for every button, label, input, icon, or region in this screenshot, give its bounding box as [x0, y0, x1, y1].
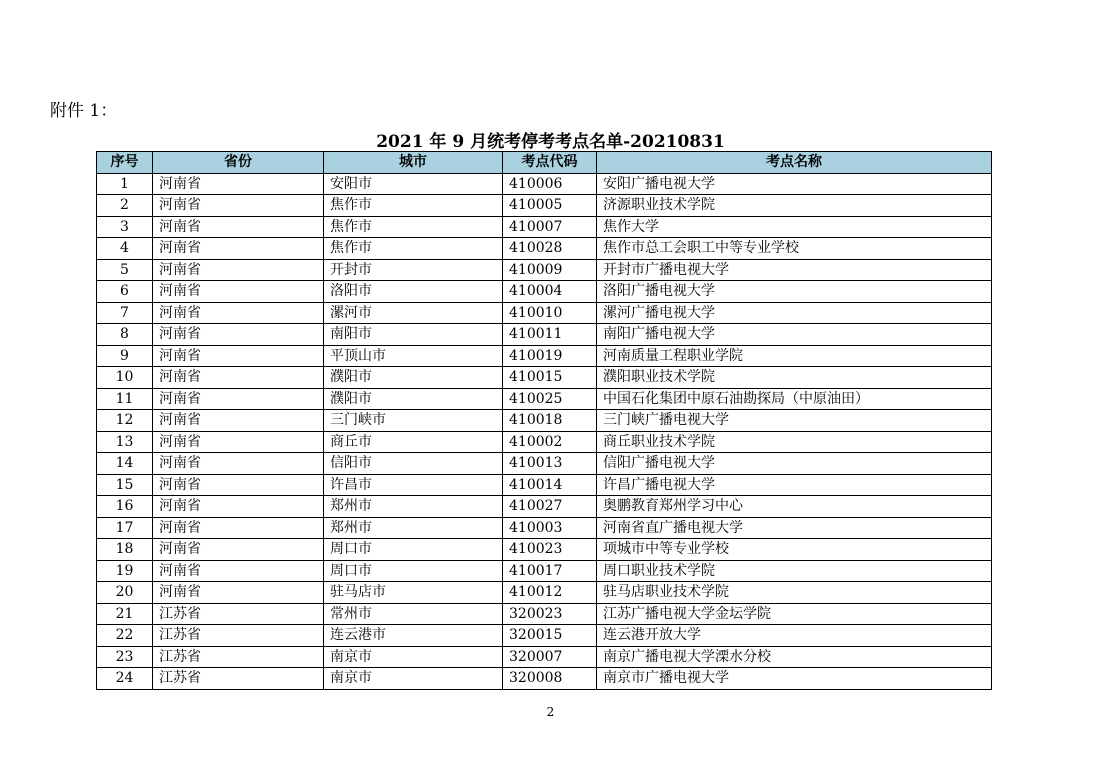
- table-row: [97, 388, 992, 410]
- cell-site-name: 商丘职业技术学院: [597, 431, 992, 453]
- cell-province: 河南省: [153, 302, 324, 324]
- table-row: [97, 410, 992, 432]
- table-row: [97, 453, 992, 475]
- table-row: [97, 324, 992, 346]
- cell-province: 河南省: [153, 281, 324, 303]
- table-row: [97, 603, 992, 625]
- cell-index: 9: [97, 345, 153, 367]
- cell-province: 河南省: [153, 259, 324, 281]
- cell-index: 24: [97, 668, 153, 690]
- cell-site-name: 周口职业技术学院: [597, 560, 992, 582]
- cell-site-name: 连云港开放大学: [597, 625, 992, 647]
- cell-province: 河南省: [153, 410, 324, 432]
- table-body: [97, 173, 992, 689]
- cell-site-name: 焦作大学: [597, 216, 992, 238]
- cell-site-name: 驻马店职业技术学院: [597, 582, 992, 604]
- cell-index: 3: [97, 216, 153, 238]
- cell-site-code: 410009: [503, 259, 597, 281]
- cell-site-code: 410007: [503, 216, 597, 238]
- cell-index: 22: [97, 625, 153, 647]
- cell-index: 10: [97, 367, 153, 389]
- cell-index: 19: [97, 560, 153, 582]
- cell-index: 18: [97, 539, 153, 561]
- cell-index: 6: [97, 281, 153, 303]
- cell-province: 江苏省: [153, 603, 324, 625]
- cell-site-code: 410025: [503, 388, 597, 410]
- cell-city: 郑州市: [324, 496, 503, 518]
- table-row: [97, 474, 992, 496]
- cell-site-name: 漯河广播电视大学: [597, 302, 992, 324]
- page-number: 2: [546, 705, 555, 719]
- table-row: [97, 625, 992, 647]
- cell-site-code: 410027: [503, 496, 597, 518]
- table-row: [97, 560, 992, 582]
- cell-site-code: 320008: [503, 668, 597, 690]
- cell-site-code: 410015: [503, 367, 597, 389]
- table-row: [97, 216, 992, 238]
- cell-site-code: 410012: [503, 582, 597, 604]
- column-header-index: 序号: [97, 152, 153, 174]
- table-header-row: [97, 152, 992, 174]
- cell-site-code: 410005: [503, 195, 597, 217]
- cell-index: 8: [97, 324, 153, 346]
- cell-site-name: 许昌广播电视大学: [597, 474, 992, 496]
- cell-index: 13: [97, 431, 153, 453]
- cell-site-code: 410017: [503, 560, 597, 582]
- cell-site-name: 中国石化集团中原石油勘探局（中原油田）: [597, 388, 992, 410]
- table-row: [97, 517, 992, 539]
- cell-city: 濮阳市: [324, 367, 503, 389]
- table-row: [97, 302, 992, 324]
- cell-site-name: 奥鹏教育郑州学习中心: [597, 496, 992, 518]
- cell-site-code: 410003: [503, 517, 597, 539]
- cell-site-code: 410011: [503, 324, 597, 346]
- cell-city: 开封市: [324, 259, 503, 281]
- table-row: [97, 668, 992, 690]
- cell-province: 河南省: [153, 195, 324, 217]
- cell-city: 信阳市: [324, 453, 503, 475]
- cell-index: 23: [97, 646, 153, 668]
- cell-city: 安阳市: [324, 173, 503, 195]
- cell-site-code: 320023: [503, 603, 597, 625]
- document-title: 2021 年 9 月统考停考考点名单-20210831: [376, 132, 725, 152]
- cell-province: 江苏省: [153, 646, 324, 668]
- cell-province: 河南省: [153, 324, 324, 346]
- cell-index: 12: [97, 410, 153, 432]
- cell-index: 5: [97, 259, 153, 281]
- cell-index: 16: [97, 496, 153, 518]
- cell-site-name: 南京广播电视大学溧水分校: [597, 646, 992, 668]
- cell-site-name: 洛阳广播电视大学: [597, 281, 992, 303]
- table-row: [97, 367, 992, 389]
- cell-site-name: 安阳广播电视大学: [597, 173, 992, 195]
- cell-index: 20: [97, 582, 153, 604]
- cell-province: 河南省: [153, 474, 324, 496]
- cell-site-code: 410006: [503, 173, 597, 195]
- cell-province: 河南省: [153, 216, 324, 238]
- attachment-label: 附件 1：: [50, 101, 118, 121]
- cell-site-name: 开封市广播电视大学: [597, 259, 992, 281]
- table-row: [97, 646, 992, 668]
- cell-city: 濮阳市: [324, 388, 503, 410]
- cell-site-name: 河南质量工程职业学院: [597, 345, 992, 367]
- cell-site-name: 江苏广播电视大学金坛学院: [597, 603, 992, 625]
- cell-province: 河南省: [153, 560, 324, 582]
- cell-site-name: 濮阳职业技术学院: [597, 367, 992, 389]
- cell-site-name: 南京市广播电视大学: [597, 668, 992, 690]
- cell-city: 郑州市: [324, 517, 503, 539]
- cell-site-name: 三门峡广播电视大学: [597, 410, 992, 432]
- column-header-site-code: 考点代码: [503, 152, 597, 174]
- cell-site-code: 410028: [503, 238, 597, 260]
- cell-city: 焦作市: [324, 216, 503, 238]
- cell-site-name: 济源职业技术学院: [597, 195, 992, 217]
- cell-province: 河南省: [153, 345, 324, 367]
- cell-index: 11: [97, 388, 153, 410]
- cell-city: 南京市: [324, 668, 503, 690]
- cell-site-code: 410023: [503, 539, 597, 561]
- cell-index: 15: [97, 474, 153, 496]
- cell-province: 河南省: [153, 173, 324, 195]
- table-row: [97, 496, 992, 518]
- cell-city: 三门峡市: [324, 410, 503, 432]
- exam-site-table: [96, 151, 992, 690]
- cell-city: 洛阳市: [324, 281, 503, 303]
- cell-site-name: 河南省直广播电视大学: [597, 517, 992, 539]
- cell-site-name: 南阳广播电视大学: [597, 324, 992, 346]
- column-header-city: 城市: [324, 152, 503, 174]
- cell-site-code: 410014: [503, 474, 597, 496]
- cell-index: 21: [97, 603, 153, 625]
- table-row: [97, 195, 992, 217]
- cell-city: 漯河市: [324, 302, 503, 324]
- cell-province: 河南省: [153, 238, 324, 260]
- cell-city: 许昌市: [324, 474, 503, 496]
- cell-city: 驻马店市: [324, 582, 503, 604]
- table-row: [97, 259, 992, 281]
- cell-site-name: 信阳广播电视大学: [597, 453, 992, 475]
- cell-city: 周口市: [324, 539, 503, 561]
- cell-site-code: 410018: [503, 410, 597, 432]
- cell-province: 河南省: [153, 517, 324, 539]
- table-row: [97, 539, 992, 561]
- cell-site-name: 焦作市总工会职工中等专业学校: [597, 238, 992, 260]
- cell-city: 商丘市: [324, 431, 503, 453]
- cell-province: 河南省: [153, 388, 324, 410]
- cell-province: 河南省: [153, 582, 324, 604]
- cell-site-code: 410004: [503, 281, 597, 303]
- cell-site-code: 410013: [503, 453, 597, 475]
- cell-city: 焦作市: [324, 238, 503, 260]
- cell-index: 17: [97, 517, 153, 539]
- cell-index: 2: [97, 195, 153, 217]
- column-header-site-name: 考点名称: [597, 152, 992, 174]
- table-row: [97, 173, 992, 195]
- cell-site-code: 410019: [503, 345, 597, 367]
- column-header-province: 省份: [153, 152, 324, 174]
- cell-site-code: 410010: [503, 302, 597, 324]
- table-row: [97, 345, 992, 367]
- cell-site-code: 320015: [503, 625, 597, 647]
- cell-site-code: 410002: [503, 431, 597, 453]
- cell-province: 江苏省: [153, 668, 324, 690]
- cell-province: 河南省: [153, 367, 324, 389]
- cell-site-code: 320007: [503, 646, 597, 668]
- cell-city: 平顶山市: [324, 345, 503, 367]
- cell-index: 14: [97, 453, 153, 475]
- cell-city: 南阳市: [324, 324, 503, 346]
- cell-city: 连云港市: [324, 625, 503, 647]
- cell-index: 4: [97, 238, 153, 260]
- cell-province: 河南省: [153, 539, 324, 561]
- cell-index: 7: [97, 302, 153, 324]
- cell-province: 江苏省: [153, 625, 324, 647]
- table-row: [97, 238, 992, 260]
- cell-city: 常州市: [324, 603, 503, 625]
- cell-city: 周口市: [324, 560, 503, 582]
- cell-province: 河南省: [153, 453, 324, 475]
- cell-city: 焦作市: [324, 195, 503, 217]
- cell-province: 河南省: [153, 496, 324, 518]
- cell-city: 南京市: [324, 646, 503, 668]
- cell-index: 1: [97, 173, 153, 195]
- table-row: [97, 582, 992, 604]
- table-row: [97, 431, 992, 453]
- cell-province: 河南省: [153, 431, 324, 453]
- table-row: [97, 281, 992, 303]
- cell-site-name: 项城市中等专业学校: [597, 539, 992, 561]
